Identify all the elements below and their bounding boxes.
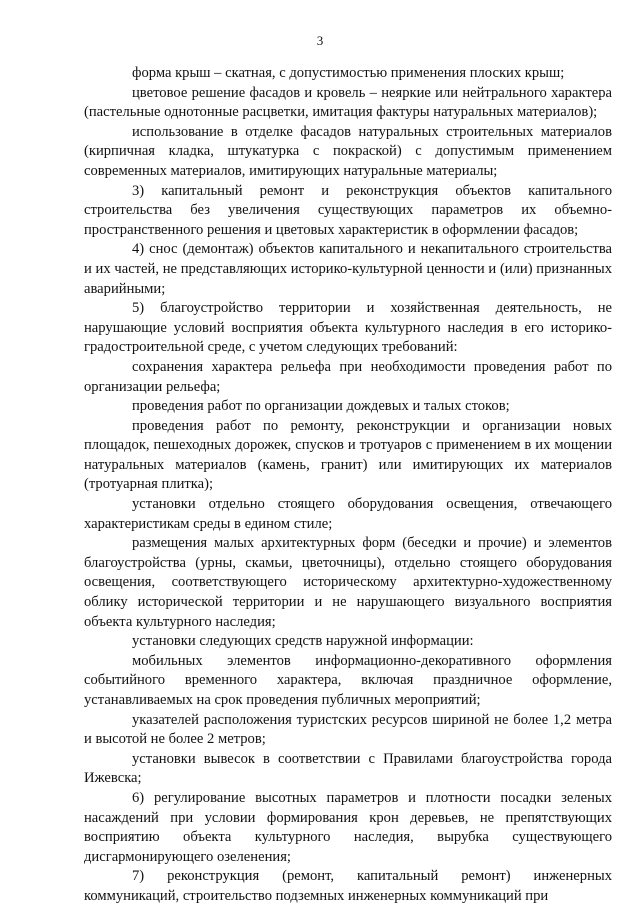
paragraph: проведения работ по ремонту, реконструкции и организации новых площадок, пешеходных дорожек, спусков и тротуаров с применением в их мощении натуральных материалов (камень, гранит) или имитирующих их материалов (тротуарная плитка); <box>84 417 612 493</box>
paragraph: 4) снос (демонтаж) объектов капитального и некапитального строительства и их частей, не представляющих историко-культурной ценности и (или) признанных аварийными; <box>84 241 612 297</box>
paragraph: мобильных элементов информационно-декоративного оформления событийного временного характера, включая праздничное оформление, устанавливаемых на срок проведения публичных мероприятий; <box>84 652 612 708</box>
page-number: 3 <box>316 33 324 48</box>
paragraph: установки вывесок в соответствии с Правилами благоустройства города Ижевска; <box>84 750 612 787</box>
document-body <box>84 64 612 907</box>
paragraph: указателей расположения туристских ресурсов шириной не более 1,2 метра и высотой не более 2 метров; <box>84 711 612 748</box>
paragraph: 5) благоустройство территории и хозяйственная деятельность, не нарушающие условий восприятия объекта культурного наследия в его историко-градостроительной среде, с учетом следующих требований: <box>84 300 612 356</box>
paragraph: размещения малых архитектурных форм (беседки и прочие) и элементов благоустройства (урны, скамьи, цветочницы), отдельно стоящего оборудования освещения, соответствующего историческому архитектурно-художественному облику исторической территории и не нарушающего визуального восприятия объекта культурного наследия; <box>84 535 612 630</box>
paragraph: цветовое решение фасадов и кровель – неяркие или нейтрального характера (пастельные однотонные расцветки, имитация фактуры натуральных материалов); <box>84 84 612 121</box>
paragraph: сохранения характера рельефа при необходимости проведения работ по организации рельефа; <box>84 358 612 395</box>
paragraph: 6) регулирование высотных параметров и плотности посадки зеленых насаждений при условии формирования крон деревьев, не препятствующих восприятию объекта культурного наследия, вырубка существующего дисгармонирующего озеленения; <box>84 789 612 865</box>
paragraph: 3) капитальный ремонт и реконструкция объектов капитального строительства без увеличения существующих параметров их объемно-пространственного решения и цветовых характеристик в оформлении фасадов; <box>84 182 612 238</box>
paragraph: проведения работ по организации дождевых и талых стоков; <box>132 398 510 415</box>
paragraph: 7) реконструкция (ремонт, капитальный ремонт) инженерных коммуникаций, строительство подземных инженерных коммуникаций при <box>84 868 612 904</box>
paragraph: установки следующих средств наружной информации: <box>132 633 474 650</box>
paragraph: использование в отделке фасадов натуральных строительных материалов (кирпичная кладка, штукатурка с покраской) с допустимым применением современных материалов, имитирующих натуральные материалы; <box>84 123 612 179</box>
paragraph: установки отдельно стоящего оборудования освещения, отвечающего характеристикам среды в едином стиле; <box>84 496 612 532</box>
paragraph: форма крыш – скатная, с допустимостью применения плоских крыш; <box>132 65 565 81</box>
